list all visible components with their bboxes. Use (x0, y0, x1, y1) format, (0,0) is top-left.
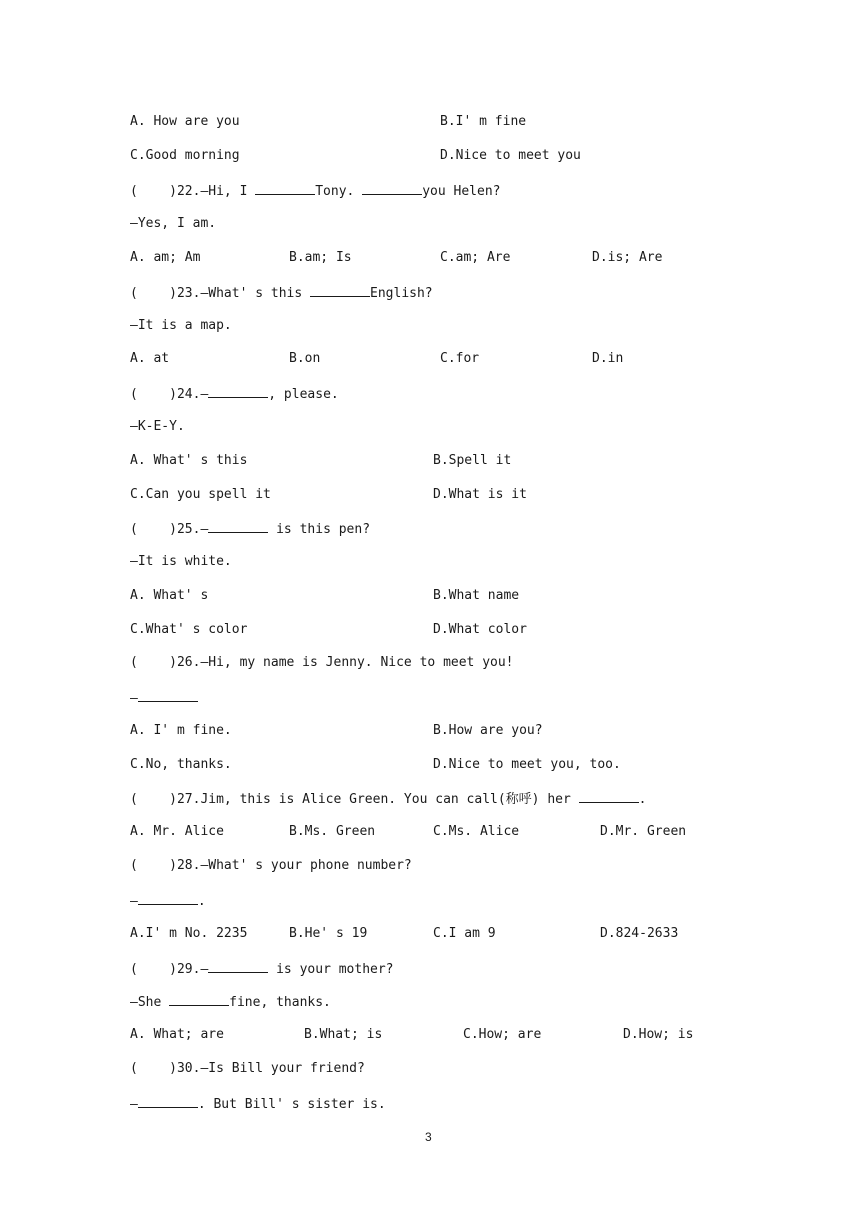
option-a: A. What' s (130, 588, 209, 603)
question-text: , please. (268, 387, 339, 402)
question-text: Tony. (315, 184, 363, 199)
question-30: ( )30.—Is Bill your friend? (130, 1061, 365, 1076)
option-c: C.What' s color (130, 622, 248, 637)
option-c: C.for (440, 351, 480, 366)
question-text: ( )23.—What' s this (130, 286, 311, 301)
reply-line (130, 689, 198, 707)
option-b: B.on (289, 351, 321, 366)
option-b: B.What; is (304, 1027, 383, 1042)
answer-blank (208, 385, 268, 398)
option-d: D.824-2633 (600, 926, 679, 941)
option-c: C.I am 9 (433, 926, 496, 941)
question-28: ( )28.—What' s your phone number? (130, 858, 412, 873)
answer-blank (579, 790, 639, 803)
option-d: D.is; Are (592, 250, 663, 265)
option-d: D.Nice to meet you (440, 148, 581, 163)
answer-blank (138, 689, 198, 702)
question-29 (130, 960, 394, 978)
option-b: B.He' s 19 (289, 926, 368, 941)
option-b: B.What name (433, 588, 520, 603)
answer-blank (169, 993, 229, 1006)
question-text: ( )25.— (130, 522, 209, 537)
reply-line (130, 993, 331, 1011)
answer-blank (138, 892, 198, 905)
option-a: A.I' m No. 2235 (130, 926, 248, 941)
option-a: A. am; Am (130, 250, 201, 265)
question-22 (130, 182, 500, 200)
answer-blank (138, 1095, 198, 1108)
option-d: D.Nice to meet you, too. (433, 757, 621, 772)
answer-blank (255, 182, 315, 195)
option-c: C.Good morning (130, 148, 240, 163)
answer-blank (208, 520, 268, 533)
reply-text: fine, thanks. (229, 995, 331, 1010)
option-c: C.Can you spell it (130, 487, 271, 502)
option-d: D.What is it (433, 487, 527, 502)
option-b: B.Spell it (433, 453, 512, 468)
question-27 (130, 790, 646, 808)
page-number: 3 (425, 1130, 432, 1144)
question-text: ( )24.— (130, 387, 209, 402)
option-a: A. What' s this (130, 453, 248, 468)
reply-line: —Yes, I am. (130, 216, 217, 231)
question-text: is this pen? (268, 522, 371, 537)
answer-blank (310, 284, 370, 297)
option-d: D.How; is (623, 1027, 694, 1042)
question-24 (130, 385, 339, 403)
option-c: C.am; Are (440, 250, 511, 265)
question-23 (130, 284, 433, 302)
option-c: C.Ms. Alice (433, 824, 520, 839)
option-d: D.What color (433, 622, 527, 637)
reply-text: —She (130, 995, 170, 1010)
option-d: D.in (592, 351, 624, 366)
question-text: English? (370, 286, 433, 301)
question-text: ( )27.Jim, this is Alice Green. You can call(称呼) her (130, 792, 579, 807)
answer-blank (362, 182, 422, 195)
reply-text: — (130, 1097, 138, 1112)
option-c: C.How; are (463, 1027, 542, 1042)
option-b: B.I' m fine (440, 114, 527, 129)
question-26: ( )26.—Hi, my name is Jenny. Nice to meet you! (130, 655, 514, 670)
option-a: A. Mr. Alice (130, 824, 224, 839)
question-text: ( )29.— (130, 962, 209, 977)
option-d: D.Mr. Green (600, 824, 687, 839)
reply-prefix: — (130, 894, 138, 909)
question-text: ( )22.—Hi, I (130, 184, 256, 199)
question-text: is your mother? (268, 962, 394, 977)
reply-line (130, 892, 206, 910)
reply-line: —It is a map. (130, 318, 232, 333)
question-text: you Helen? (422, 184, 501, 199)
reply-prefix: — (130, 691, 138, 706)
reply-line: —It is white. (130, 554, 232, 569)
option-c: C.No, thanks. (130, 757, 232, 772)
reply-suffix: . (197, 894, 206, 909)
option-b: B.Ms. Green (289, 824, 376, 839)
option-a: A. How are you (130, 114, 240, 129)
reply-text: . But Bill' s sister is. (197, 1097, 386, 1112)
reply-line: —K-E-Y. (130, 419, 185, 434)
option-b: B.How are you? (433, 723, 543, 738)
question-text: . (638, 792, 647, 807)
answer-blank (208, 960, 268, 973)
question-25 (130, 520, 370, 538)
option-a: A. at (130, 351, 170, 366)
option-a: A. What; are (130, 1027, 224, 1042)
option-b: B.am; Is (289, 250, 352, 265)
option-a: A. I' m fine. (130, 723, 232, 738)
reply-line (130, 1095, 386, 1113)
